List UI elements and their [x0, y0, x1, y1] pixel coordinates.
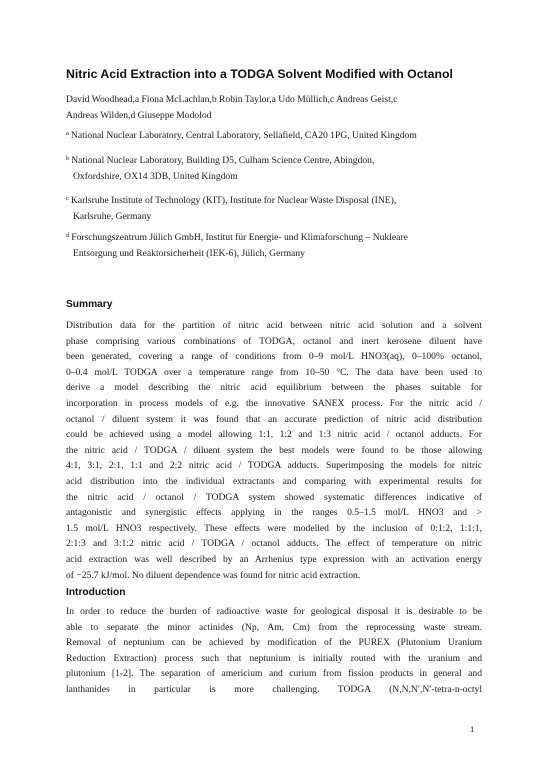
- summary-line: phase comprising various combinations of TODGA, octanol and inert kerosene diluent have: [66, 335, 482, 347]
- affiliation-line: Karlsruhe, Germany: [73, 210, 152, 222]
- paper-title: Nitric Acid Extraction into a TODGA Solvent Modified with Octanol: [66, 67, 453, 81]
- summary-line: the nitric acid / TODGA / diluent system the best models were found to be those allowing: [66, 444, 482, 456]
- summary-line: 4:1, 3:1, 2:1, 1:1 and 2:2 nitric acid / TODGA adducts. Superimposing the models for nitric: [66, 460, 482, 472]
- summary-line: the nitric acid / octanol / TODGA system showed systematic differences indicative of: [66, 491, 482, 503]
- authors-line-2: Andreas Wilden,d Giuseppe Modolod: [66, 109, 212, 121]
- intro-line: In order to reduce the burden of radioactive waste for geological disposal it is desirable to be: [66, 606, 482, 617]
- summary-line: 1.5 mol/L HNO3 respectively. These effects were modelled by the inclusion of 0:1:2, 1:1:1,: [66, 522, 482, 534]
- authors-line-1: David Woodhead,a Fiona McLachlan,b Robin Taylor,a Udo Müllich,c Andreas Geist,c: [66, 94, 398, 105]
- affiliation-line: National Nuclear Laboratory, Building D5, Culham Science Centre, Abingdon,: [71, 155, 375, 166]
- introduction-paragraph: [66, 604, 482, 698]
- affiliation-line: Forschungszentrum Jülich GmbH, Institut für Energie- und Klimaforschung – Nukleare: [71, 232, 408, 243]
- summary-line: been generated, covering a range of conditions from 0–9 mol/L HNO3(aq), 0–100% octanol,: [66, 351, 482, 363]
- summary-line: acid distribution into the individual extractants and comparing with experimental results for: [66, 475, 482, 487]
- intro-line: Reduction Extraction) process such that neptunium is initially routed with the uranium and: [66, 652, 482, 664]
- summary-line: octanol / diluent system it was found that an accurate prediction of nitric acid distribution: [66, 413, 482, 425]
- affiliation-line: Entsorgung und Reaktorsicherheit (IEK-6), Jülich, Germany: [73, 247, 305, 259]
- page-number: 1: [470, 724, 475, 734]
- affiliation-line: Karlsruhe Institute of Technology (KIT), Institute for Nuclear Waste Disposal (INE),: [70, 195, 397, 206]
- affiliation-mark: a: [66, 130, 69, 137]
- affiliation-c: [66, 191, 486, 224]
- summary-line: could be achieved using a model allowing 1:1, 1:2 and 1:3 nitric acid / octanol adducts. For: [66, 429, 482, 441]
- intro-line: able to separate the minor actinides (Np, Am, Cm) from the reprocessing waste stream.: [66, 621, 482, 633]
- affiliation-line: National Nuclear Laboratory, Central Laboratory, Sellafield, CA20 1PG, United Kingdom: [70, 130, 417, 141]
- summary-line: antagonistic and synergistic effects applying in the ranges 0.5–1.5 mol/L HNO3 and >: [66, 507, 482, 519]
- summary-line: derive a model describing the nitric acid equilibrium between the phases suitable for: [66, 382, 482, 394]
- affiliation-a: [66, 126, 486, 144]
- intro-line: lanthanides in particular is more challenging. TODGA (N,N,N′,N′-tetra-n-octyl: [66, 683, 482, 695]
- affiliation-mark: b: [66, 155, 70, 162]
- summary-line: 0–0.4 mol/L TODGA over a temperature range from 10–50 °C. The data have been used to: [66, 366, 482, 378]
- summary-line: 2:1:3 and 3:1:2 nitric acid / TODGA / octanol adducts. The effect of temperature on nitric: [66, 538, 482, 550]
- affiliation-b: [66, 151, 486, 184]
- summary-line: incorporation in process models of e.g. the innovative SANEX process. For the nitric acid /: [66, 397, 482, 409]
- introduction-heading: Introduction: [66, 587, 126, 598]
- summary-paragraph: [66, 318, 482, 583]
- summary-line: of −25.7 kJ/mol. No diluent dependence was found for nitric acid extraction.: [66, 569, 361, 581]
- affiliation-d: [66, 228, 486, 261]
- affiliation-mark: d: [66, 232, 70, 239]
- summary-line: Distribution data for the partition of nitric acid between nitric acid solution and a solvent: [66, 320, 482, 331]
- intro-line: Removal of neptunium can be achieved by modification of the PUREX (Plutonium Uranium: [66, 637, 482, 649]
- summary-heading: Summary: [66, 299, 113, 310]
- affiliation-line: Oxfordshire, OX14 3DB, United Kingdom: [73, 170, 238, 182]
- summary-line: acid extraction was well described by an Arrhenius type expression with an activation energy: [66, 553, 482, 565]
- affiliation-mark: c: [66, 195, 69, 202]
- author-list: [66, 92, 486, 123]
- intro-line: plutonium [1-2]. The separation of americium and curium from fission products in general and: [66, 668, 482, 680]
